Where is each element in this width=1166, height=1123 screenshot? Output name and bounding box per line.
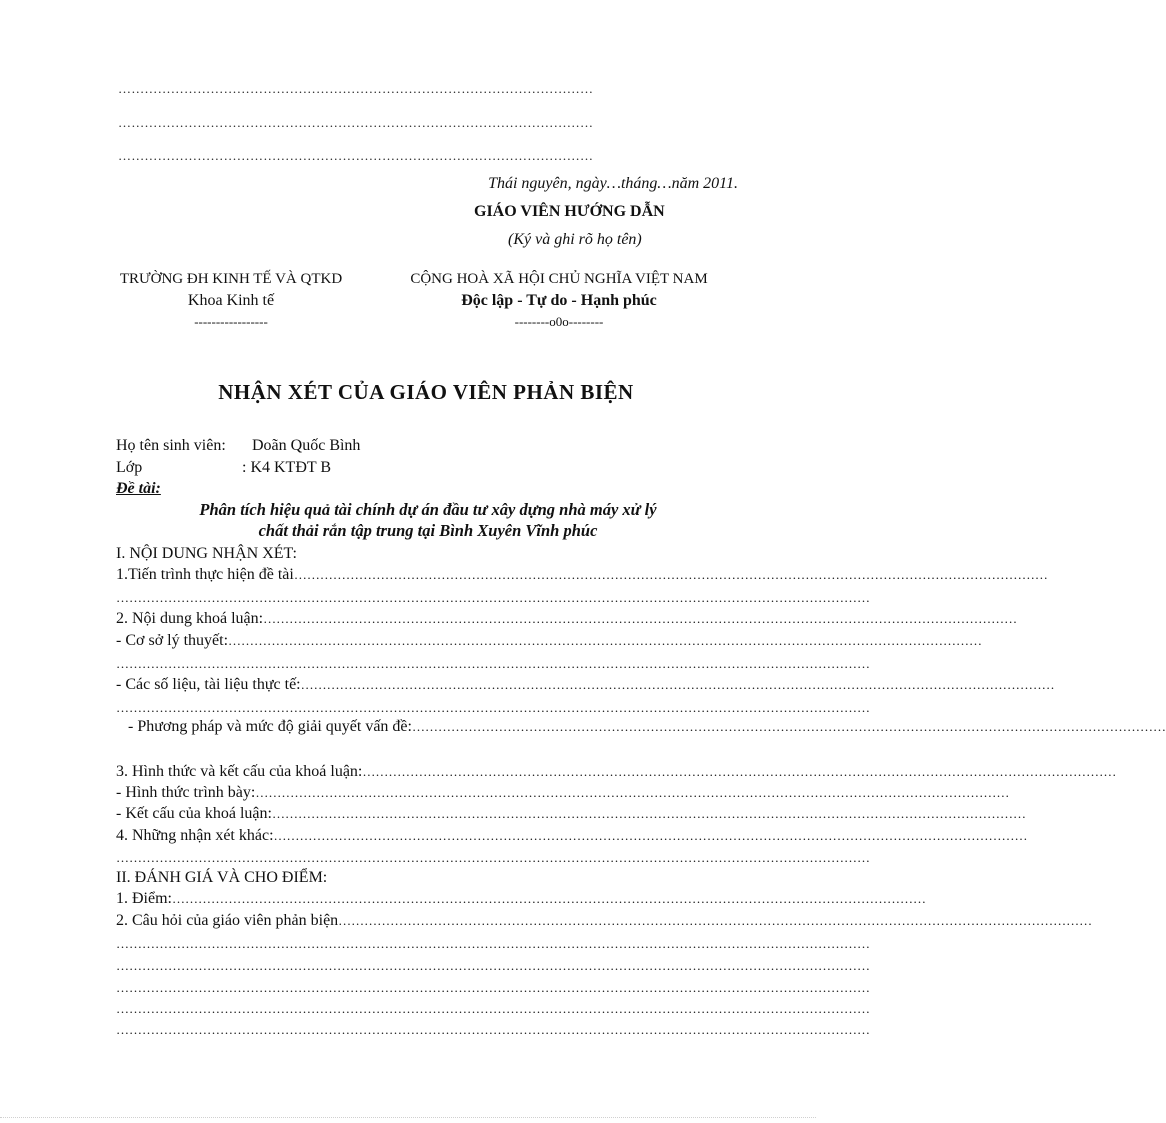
fill-dots: …………………………………………………………………………………………………………………………………………………………	[362, 764, 1117, 779]
form-row-method	[128, 717, 1166, 737]
dotted-line: …………………………………………………………………………………………………………………………………………………………	[116, 1022, 870, 1037]
page-bottom-border	[0, 1117, 816, 1119]
header-right-rule: --------o0o--------	[514, 314, 604, 329]
fill-dots: …………………………………………………………………………………………………………………………………………………………	[300, 677, 1055, 692]
topic-line-2: chất thải rắn tập trung tại Bình Xuyên Vĩnh phúc	[258, 521, 598, 540]
fill-dots: …………………………………………………………………………………………………………………………………………………………	[273, 828, 1028, 843]
topic-label: Đề tài:	[116, 480, 161, 497]
dotted-line: …………………………………………………………………………………………………………………………………………………………	[116, 656, 870, 671]
field-label: 1. Điểm:	[116, 890, 172, 907]
dotted-line: …………………………………………………………………………………………………………………………………………………………	[116, 590, 870, 605]
field-label: 3. Hình thức và kết cấu của khoá luận:	[116, 763, 363, 780]
section-1-heading: I. NỘI DUNG NHẬN XÉT:	[116, 545, 297, 562]
form-row-content	[116, 609, 1018, 629]
fill-dots: …………………………………………………………………………………………………………………………………………………………	[338, 913, 1093, 928]
field-label: 2. Câu hỏi của giáo viên phản biện	[116, 912, 339, 929]
field-label: - Kết cấu của khoá luận:	[116, 805, 272, 822]
field-label: 4. Những nhận xét khác:	[116, 827, 274, 844]
fill-dots: …………………………………………………………………………………………………………………………………………………………	[228, 633, 983, 648]
class-label: Lớp	[116, 459, 143, 476]
form-row-score	[116, 889, 926, 909]
class-value: : K4 KTĐT B	[242, 459, 332, 476]
dotted-line: …………………………………………………………………………………………………………………………………………………………	[116, 850, 870, 865]
dotted-line: …………………………………………………………………………………………………………………………………………………………	[116, 700, 870, 715]
student-name-label: Họ tên sinh viên:	[116, 437, 226, 454]
header-left-rule: -----------------	[194, 314, 268, 329]
dotted-line: ………………………………………………………………………………………………	[118, 81, 594, 96]
field-label: 2. Nội dung khoá luận:	[116, 610, 264, 627]
dotted-line: ………………………………………………………………………………………………	[118, 148, 594, 163]
national-motto: Độc lập - Tự do - Hạnh phúc	[461, 292, 657, 309]
dotted-line: ………………………………………………………………………………………………	[118, 115, 594, 130]
fill-dots: …………………………………………………………………………………………………………………………………………………………	[411, 719, 1166, 734]
faculty-name: Khoa Kinh tế	[187, 292, 275, 309]
form-row-other	[116, 826, 1028, 846]
document-title: NHẬN XÉT CỦA GIÁO VIÊN PHẢN BIỆN	[218, 380, 634, 404]
country-name: CỘNG HOÀ XÃ HỘI CHỦ NGHĨA VIỆT NAM	[410, 271, 708, 287]
form-row-structure	[116, 804, 1026, 824]
field-label: - Các số liệu, tài liệu thực tế:	[116, 676, 301, 693]
form-row-data	[116, 675, 1055, 695]
fill-dots: …………………………………………………………………………………………………………………………………………………………	[172, 891, 926, 906]
dotted-line: …………………………………………………………………………………………………………………………………………………………	[116, 1001, 870, 1016]
student-name-value: Doãn Quốc Bình	[252, 437, 361, 454]
school-name: TRƯỜNG ĐH KINH TẾ VÀ QTKD	[119, 271, 343, 287]
form-row-theory	[116, 631, 983, 651]
topic-line-1: Phân tích hiệu quả tài chính dự án đầu tư xây dựng nhà máy xử lý	[199, 500, 657, 519]
fill-dots: …………………………………………………………………………………………………………………………………………………………	[263, 611, 1018, 626]
form-row-presentation	[116, 783, 1010, 803]
field-label: - Phương pháp và mức độ giải quyết vấn đề:	[128, 718, 412, 735]
signature-role: GIÁO VIÊN HƯỚNG DẪN	[474, 203, 665, 220]
form-row-progress	[116, 565, 1048, 585]
fill-dots: …………………………………………………………………………………………………………………………………………………………	[255, 785, 1010, 800]
fill-dots: …………………………………………………………………………………………………………………………………………………………	[293, 567, 1048, 582]
dotted-line: …………………………………………………………………………………………………………………………………………………………	[116, 958, 870, 973]
dotted-line: …………………………………………………………………………………………………………………………………………………………	[116, 936, 870, 951]
field-label: - Cơ sở lý thuyết:	[116, 632, 229, 649]
signature-date: Thái nguyên, ngày…tháng…năm 2011.	[488, 175, 738, 192]
dotted-line: …………………………………………………………………………………………………………………………………………………………	[116, 980, 870, 995]
signature-note: (Ký và ghi rõ họ tên)	[508, 231, 642, 248]
field-label: 1.Tiến trình thực hiện đề tài	[116, 566, 294, 583]
field-label: - Hình thức trình bày:	[116, 784, 256, 801]
form-row-form	[116, 762, 1117, 782]
form-row-questions	[116, 911, 1093, 931]
section-2-heading: II. ĐÁNH GIÁ VÀ CHO ĐIỂM:	[116, 869, 328, 886]
fill-dots: …………………………………………………………………………………………………………………………………………………………	[271, 806, 1026, 821]
